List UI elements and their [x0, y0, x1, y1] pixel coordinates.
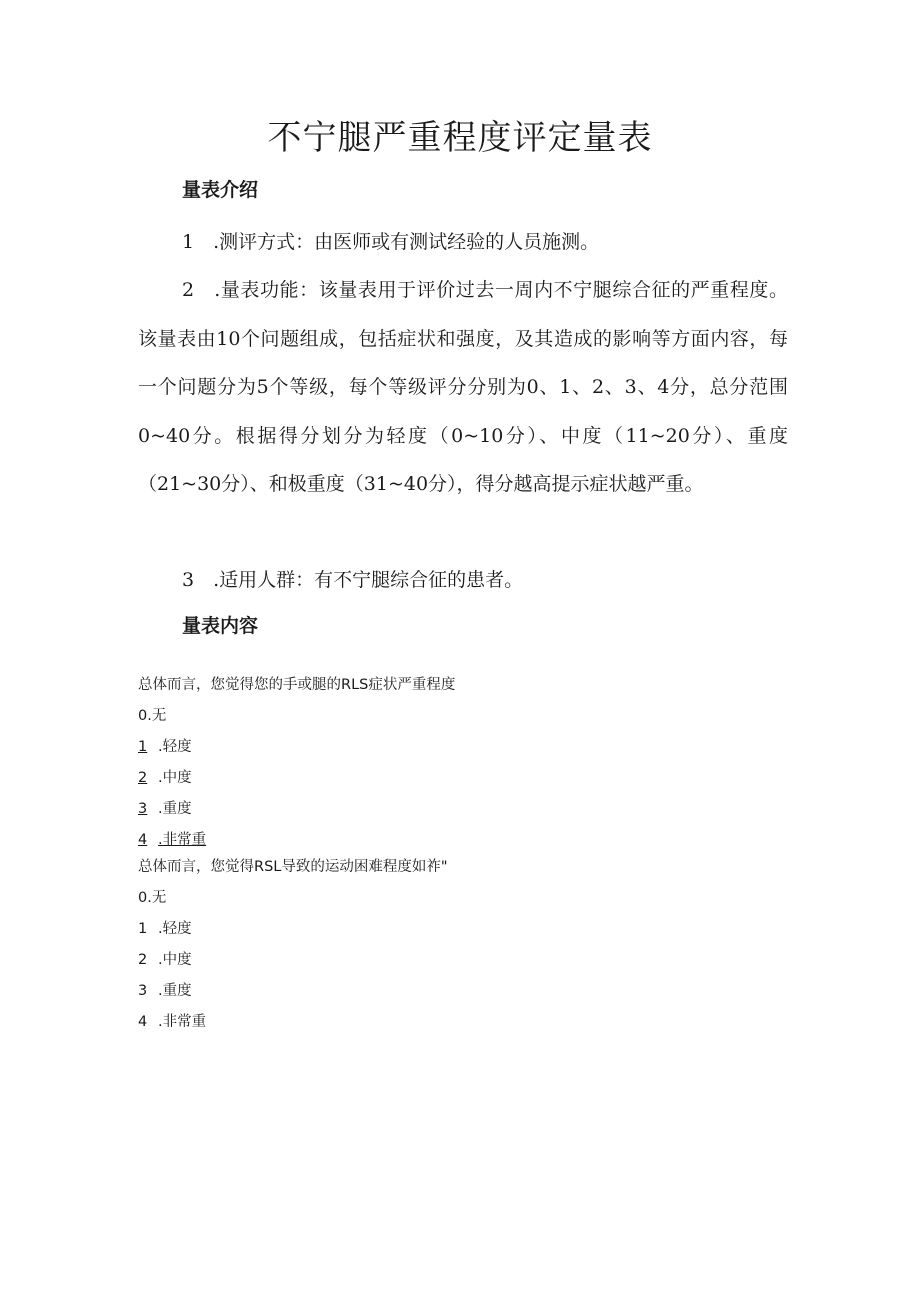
intro-item-method-text: 1 .测评方式：由医师或有测试经验的人员施测。 [182, 231, 600, 253]
question-2-option-0 [138, 887, 166, 909]
question-1-option-1 [138, 736, 192, 758]
option-number: 2 [138, 770, 148, 786]
option-label: 无 [151, 890, 167, 906]
option-label: .轻度 [158, 921, 192, 937]
question-2-option-2 [138, 949, 192, 971]
question-2-option-4 [138, 1011, 206, 1033]
question-2-option-1 [138, 918, 192, 940]
option-label: .非常重 [158, 1014, 207, 1030]
intro-item-function [138, 266, 788, 509]
question-1-option-0 [138, 705, 166, 727]
option-label: 无 [151, 708, 167, 724]
option-number: 3 [138, 983, 148, 999]
option-label: .中度 [158, 952, 192, 968]
option-number: 1 [138, 921, 148, 937]
option-number: 3 [138, 801, 148, 817]
section-heading-intro: 量表介绍 [182, 179, 259, 201]
question-1-text: 总体而言，您觉得您的手或腿的RLS症状严重程度 [138, 677, 456, 693]
option-number: 4 [138, 1014, 148, 1030]
question-2-text: 总体而言，您觉得RSL导致的运动困难程度如祚" [138, 859, 448, 875]
intro-item-population [138, 556, 788, 605]
option-number: 0. [138, 708, 152, 724]
option-number: 2 [138, 952, 148, 968]
intro-item-method [138, 218, 788, 267]
option-label: .重度 [158, 801, 192, 817]
option-number: 1 [138, 739, 148, 755]
intro-item-function-text: 2 .量表功能：该量表用于评价过去一周内不宁腿综合征的严重程度。该量表由10个问题组成，包括症状和强度，及其造成的影响等方面内容，每一个问题分为5个等级，每个等级评分分别为0、1、2、3、4分，总分范围0~40分。根据得分划分为轻度（0~10分）、中度（11~20分）、重度（21~30分）、和极重度（31~40分），得分越高提示症状越严重。 [138, 279, 788, 496]
option-number: 0. [138, 890, 152, 906]
option-label: .中度 [158, 770, 192, 786]
page-title: 不宁腿严重程度评定量表 [267, 118, 653, 158]
option-number: 4 [138, 832, 148, 848]
question-1-option-4 [138, 829, 206, 851]
option-label: .轻度 [158, 739, 192, 755]
option-label: .非常重 [158, 832, 207, 848]
question-2-option-3 [138, 980, 192, 1002]
option-label: .重度 [158, 983, 192, 999]
question-1-option-3 [138, 798, 192, 820]
intro-item-population-text: 3 .适用人群：有不宁腿综合征的患者。 [182, 569, 524, 591]
section-heading-content: 量表内容 [182, 615, 259, 637]
question-1-option-2 [138, 767, 192, 789]
